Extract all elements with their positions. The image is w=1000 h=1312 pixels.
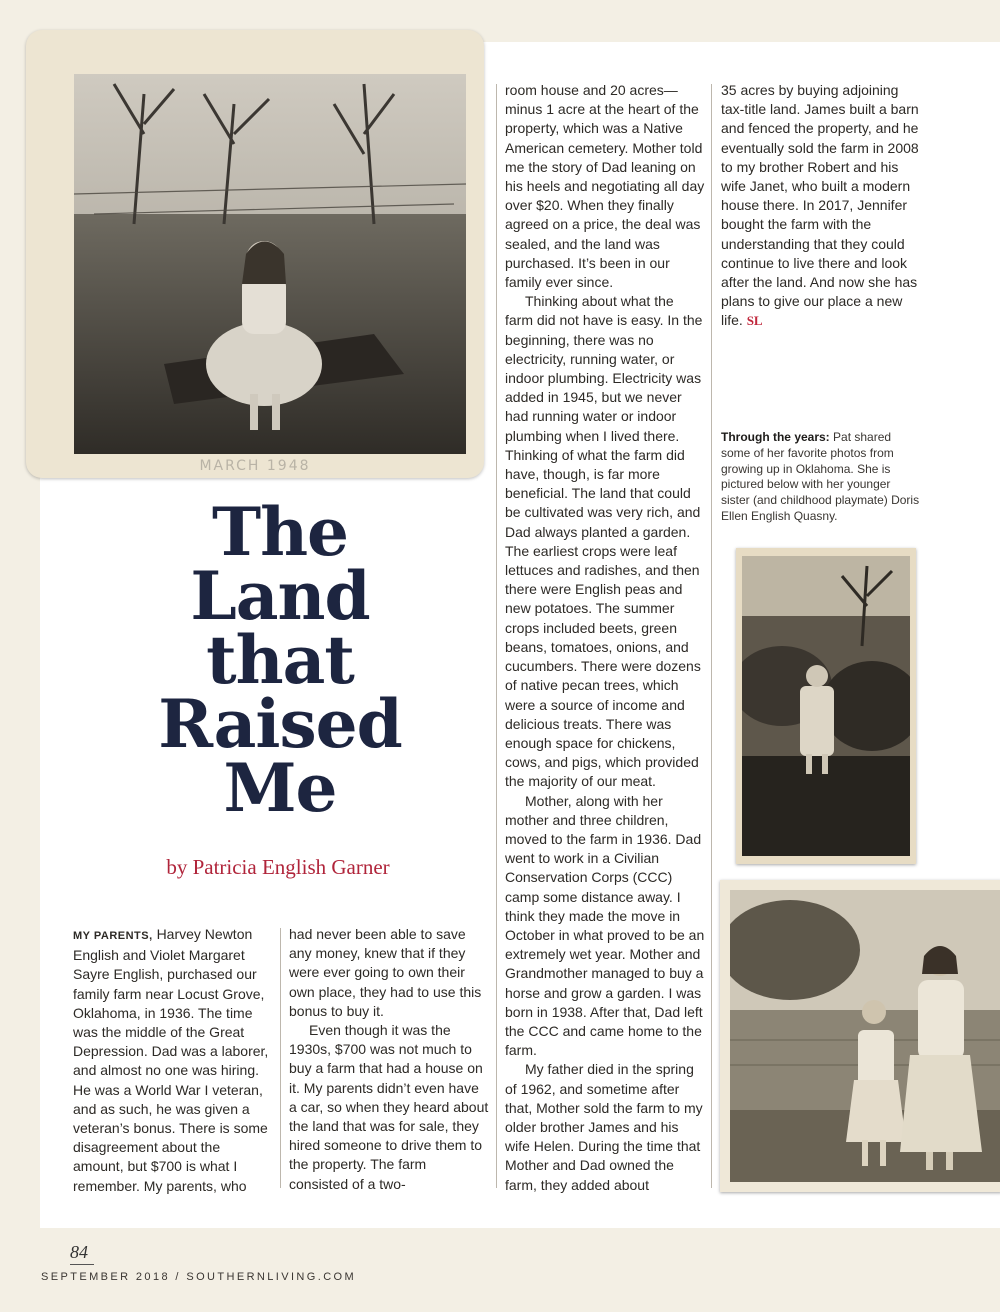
article-column-2: [289, 925, 489, 1194]
title-line: The: [211, 493, 349, 571]
photo-date-stamp: MARCH 1948: [199, 458, 311, 474]
article-column-1: [73, 925, 273, 1196]
article-title: [130, 493, 430, 827]
photo-sisters: [720, 880, 1000, 1192]
title-line: Me: [223, 749, 337, 827]
paragraph: Thinking about what the farm did not have is easy. In the beginning, there was no electricity, running water, or indoor plumbing. Electricity was added in 1945, but we never had running water or indoor plumbing when I lived there. Thinking of what the farm did have, though, is far more beneficial. The land that could be cultivated was very rich, and Dad always planted a garden. The earliest crops were leaf lettuces and radishes, and then there were English peas and new potatoes. The summer crops included beets, green beans, tomatoes, onions, and cucumbers. There were dozens of native pecan trees, which were a source of income and delicious treats. There was enough space for chickens, cows, and pigs, which provided the majority of our meat.: [505, 293, 703, 790]
byline: by Patricia English Garner: [166, 855, 390, 879]
title-line: that: [206, 621, 354, 699]
paragraph: had never been able to save any money, knew that if they were ever going to own their own place, they had to use this bonus to buy it.: [289, 926, 482, 1019]
photo-girl-in-garden-image: [742, 556, 910, 856]
article-column-3: [505, 81, 705, 1195]
paragraph: room house and 20 acres—minus 1 acre at the heart of the property, which was a Native American cemetery. Mother told me the story of Dad leaning on his heels and negotiating all day over $20. When they finally agreed on a price, the deal was sealed, and the land was purchased. It’s been in our family ever since.: [505, 82, 705, 291]
paragraph: My father died in the spring of 1962, and sometime after that, Mother sold the farm to my older brother James and his wife Helen. During the time that Mother and Dad owned the farm, they added about: [505, 1061, 703, 1193]
footer-rule: [70, 1264, 94, 1265]
paragraph: Harvey Newton English and Violet Margaret Sayre English, purchased our family farm near Locust Grove, Oklahoma, in 1936. The time was the middle of the Great Depression. Dad was a laborer, and almost no one was hiring. He was a World War I veteran, and as such, he was given a veteran’s bonus. There is some disagreement about the amount, but $700 is what I remember. My parents, who: [73, 926, 269, 1194]
end-mark: SL: [746, 313, 763, 329]
photo-girl-on-log: [26, 30, 484, 478]
column-rule: [280, 928, 281, 1188]
article-column-4: [721, 81, 921, 331]
paragraph: 35 acres by buying adjoining tax-title land. James built a barn and fenced the property, and he eventually sold the farm in 2008 to my brother Robert and his wife Janet, who built a modern house there. In 2017, Jennifer bought the farm with the understanding that they could continue to live there and look after the land. And now she has plans to give our place a new life.: [721, 82, 919, 329]
paragraph: Even though it was the 1930s, $700 was not much to buy a farm that had a house on it. My parents didn’t even have a car, so when they heard about the land that was for sale, they hired someone to drive them to the property. The farm consisted of a two-: [289, 1022, 489, 1192]
photo-caption: [721, 430, 921, 525]
photo-sisters-image: [730, 890, 1000, 1182]
column-rule: [496, 84, 497, 1188]
caption-label: Through the years:: [721, 430, 830, 444]
paragraph: Mother, along with her mother and three children, moved to the farm in 1936. Dad went to work in a Civilian Conservation Corps (CCC) camp some distance away. I think they made the move in October in what proved to be an extremely wet year. Mother and Grandmother managed to buy a horse and grow a garden. I was born in 1938. After that, Dad left the CCC and came home to the farm.: [505, 792, 705, 1059]
page-number: 84: [70, 1242, 88, 1262]
title-line: Raised: [158, 685, 402, 763]
photo-girl-in-garden: [736, 548, 916, 864]
title-line: Land: [190, 557, 370, 635]
lead-in: MY PARENTS,: [73, 930, 153, 942]
photo-girl-on-log-image: [74, 74, 466, 454]
caption-text: Pat shared some of her favorite photos from growing up in Oklahoma. She is pictured below with her younger sister (and childhood playmate) Doris Ellen English Quasny.: [721, 430, 920, 523]
footer-issue: SEPTEMBER 2018 / SOUTHERNLIVING.COM: [41, 1271, 357, 1283]
column-rule: [711, 84, 712, 1188]
